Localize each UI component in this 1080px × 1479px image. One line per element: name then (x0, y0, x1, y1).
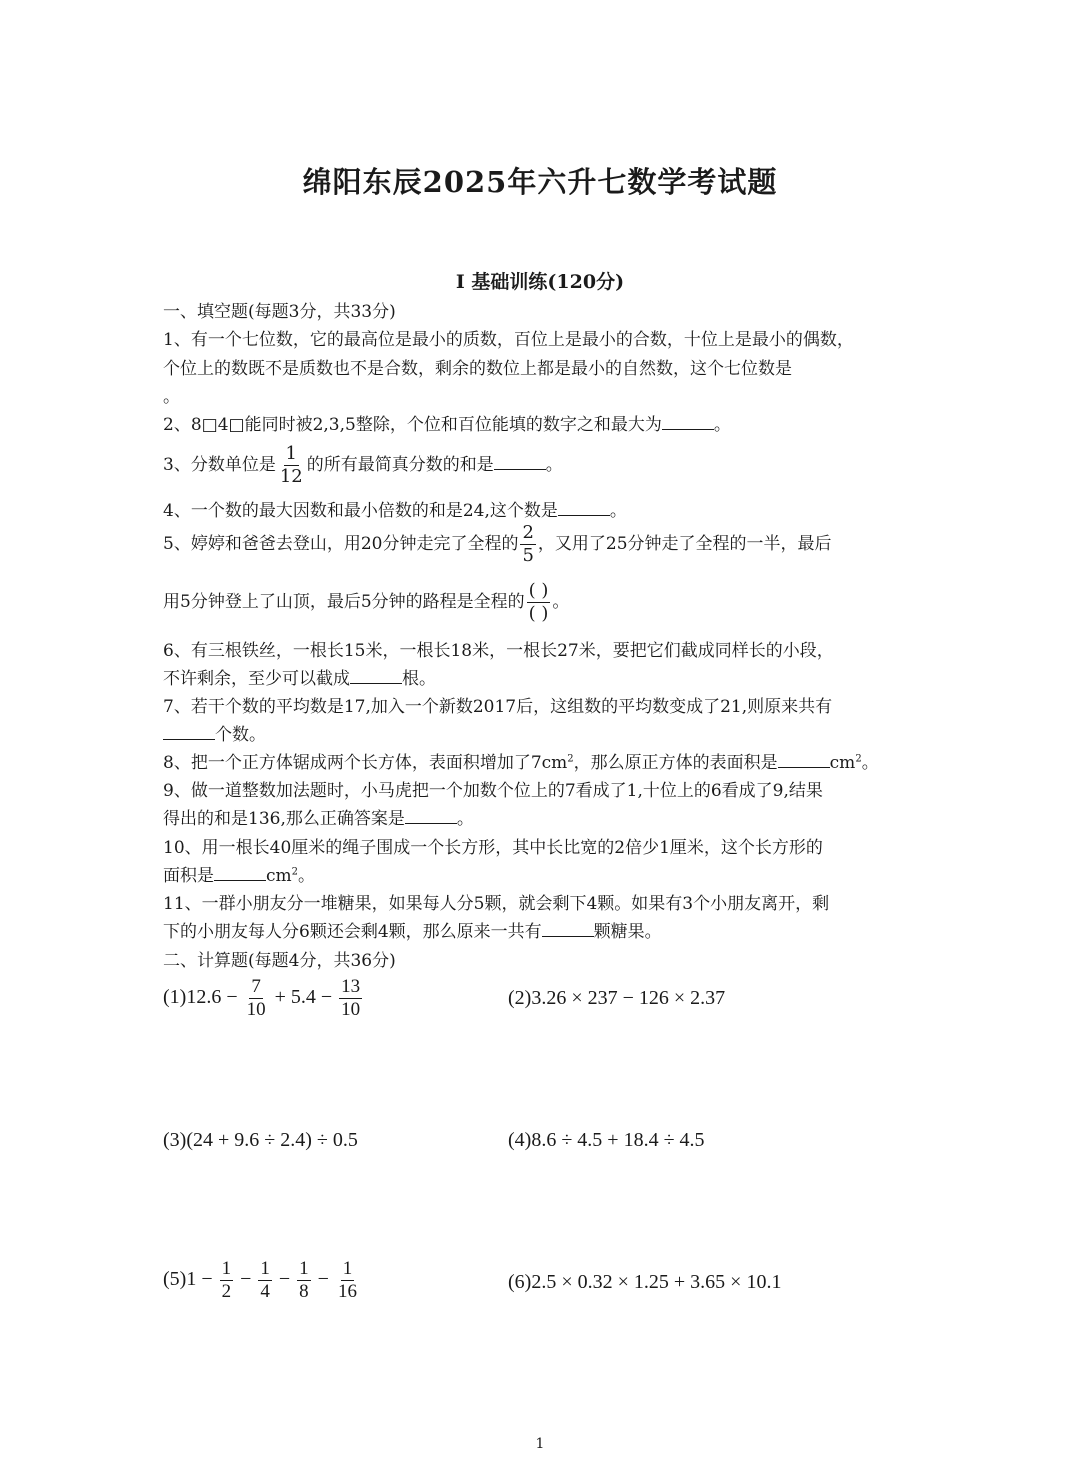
question-9-text: 得出的和是136,那么正确答案是 (163, 809, 405, 829)
question-8-text: 8、把一个正方体锯成两个长方体，表面积增加了7cm (163, 753, 568, 773)
page-number: 1 (535, 1436, 545, 1452)
question-1-line-2: 个位上的数既不是质数也不是合数，剩余的数位上都是最小的自然数，这个七位数是 (163, 359, 792, 379)
fraction-1-2 (220, 1258, 234, 1303)
fraction-2-5 (520, 522, 535, 567)
part-title: I 基础训练(120分) (455, 271, 625, 293)
answer-blank (405, 807, 457, 824)
question-7-line-2 (163, 720, 266, 745)
fraction-denominator: 2 (221, 1281, 232, 1302)
fraction-denominator: 10 (341, 999, 361, 1020)
answer-blank (558, 499, 610, 516)
answer-blank (662, 413, 714, 430)
fraction-numerator: ( ) (528, 580, 549, 601)
question-7-line-1: 7、若干个数的平均数是17,加入一个新数2017后，这组数的平均数变成了21,则原来共有 (163, 697, 833, 717)
question-9-line-2 (163, 804, 474, 829)
question-2-text: 2、8□4□能同时被2,3,5整除，个位和百位能填的数字之和最大为 (163, 415, 662, 435)
question-10-line-2 (163, 861, 315, 886)
fraction-numerator: 7 (251, 976, 261, 997)
fraction-numerator: 2 (522, 522, 534, 543)
question-7-end: 个数。 (215, 725, 266, 745)
fraction-13-10 (339, 976, 362, 1021)
question-10-text: 面积是 (163, 866, 214, 886)
question-5-text-2: 用5分钟登上了山顶，最后5分钟的路程是全程的 (163, 592, 525, 612)
calc-6: (6)2.5 × 0.32 × 1.25 + 3.65 × 10.1 (508, 1271, 782, 1293)
question-5-text-post: ，又用了25分钟走了全程的一半，最后 (537, 534, 832, 554)
calc-4: (4)8.6 ÷ 4.5 + 18.4 ÷ 4.5 (508, 1129, 705, 1151)
fraction-numerator: 1 (342, 1258, 353, 1279)
fraction-numerator: 1 (260, 1258, 270, 1279)
fraction-denominator: 4 (260, 1281, 270, 1302)
fraction-numerator: 1 (299, 1258, 309, 1279)
section1-heading: 一、填空题(每题3分，共33分) (163, 302, 396, 322)
calc-1-text: (1)12.6 − (163, 986, 238, 1009)
question-3-end: 。 (545, 455, 563, 475)
question-4 (163, 496, 627, 521)
question-11-text: 下的小朋友每人分6颗还会剩4颗，那么原来一共有 (163, 922, 542, 942)
question-4-end: 。 (609, 501, 627, 521)
question-8 (163, 748, 879, 773)
fraction-1-4 (258, 1258, 272, 1303)
superscript-2: 2 (855, 753, 862, 765)
question-3 (163, 443, 563, 488)
question-2-end: 。 (713, 415, 731, 435)
question-11-line-1: 11、一群小朋友分一堆糖果，如果每人分5颗，就会剩下4颗。如果有3个小朋友离开，剩 (163, 894, 830, 914)
fraction-denominator: ( ) (528, 603, 549, 624)
unit-cm: cm (829, 753, 856, 773)
section2-heading: 二、计算题(每题4分，共36分) (163, 951, 396, 971)
answer-blank (214, 864, 266, 881)
question-9-end: 。 (456, 809, 474, 829)
question-5-line-1 (163, 522, 832, 567)
page-title: 绵阳东辰2025年六升七数学考试题 (302, 165, 778, 199)
question-11-end: 颗糖果。 (593, 922, 662, 942)
question-3-text: 3、分数单位是 (163, 455, 276, 475)
calc-2: (2)3.26 × 237 − 126 × 2.37 (508, 987, 726, 1009)
question-6-end: 根。 (402, 669, 436, 689)
answer-blank (542, 920, 594, 937)
fraction-1-12 (278, 443, 305, 488)
question-10-line-1: 10、用一根长40厘米的绳子围成一个长方形，其中长比宽的2倍少1厘米，这个长方形的 (163, 838, 823, 858)
calc-1 (163, 976, 364, 1021)
question-11-line-2 (163, 917, 662, 942)
answer-blank (350, 667, 402, 684)
fraction-numerator: 1 (221, 1258, 232, 1279)
answer-blank (163, 723, 215, 740)
minus-sign: − (278, 1268, 291, 1291)
minus-sign: − (240, 1268, 252, 1291)
fraction-1-16 (336, 1258, 359, 1303)
fraction-blank (527, 580, 551, 625)
question-6-line-2 (163, 664, 436, 689)
question-3-text-post: 的所有最简真分数的和是 (306, 455, 494, 475)
question-6-text: 不许剩余，至少可以截成 (163, 669, 350, 689)
superscript-2: 2 (291, 866, 299, 878)
fraction-numerator: 1 (285, 443, 297, 464)
minus-sign: − (317, 1268, 329, 1291)
calc-5 (163, 1258, 361, 1303)
calc-3: (3)(24 + 9.6 ÷ 2.4) ÷ 0.5 (163, 1129, 358, 1151)
question-8-text-mid: ，那么原正方体的表面积是 (573, 753, 778, 773)
question-2 (163, 410, 731, 435)
calc-5-text: (5)1 − (163, 1268, 213, 1291)
calc-1-text-mid: + 5.4 − (274, 986, 333, 1009)
fraction-denominator: 8 (299, 1281, 309, 1302)
fraction-denominator: 10 (246, 999, 266, 1020)
question-4-text: 4、一个数的最大因数和最小倍数的和是24,这个数是 (163, 501, 558, 521)
question-1-line-1: 1、有一个七位数，它的最高位是最小的质数，百位上是最小的合数，十位上是最小的偶数， (163, 330, 854, 350)
question-1-line-3: 。 (163, 387, 180, 407)
answer-blank (494, 453, 546, 470)
unit-cm: cm (266, 866, 292, 886)
fraction-7-10 (245, 976, 268, 1021)
fraction-numerator: 13 (341, 976, 361, 997)
question-5-line-2 (163, 580, 569, 625)
fraction-denominator: 5 (522, 545, 534, 566)
question-5-end: 。 (552, 592, 570, 612)
question-9-line-1: 9、做一道整数加法题时，小马虎把一个加数个位上的7看成了1,十位上的6看成了9,结果 (163, 781, 823, 801)
fraction-1-8 (297, 1258, 311, 1303)
question-6-line-1: 6、有三根铁丝，一根长15米，一根长18米，一根长27米，要把它们截成同样长的小段， (163, 641, 834, 661)
fraction-denominator: 12 (279, 466, 303, 487)
question-8-end: 。 (861, 753, 879, 773)
fraction-denominator: 16 (337, 1281, 357, 1302)
question-5-text: 5、婷婷和爸爸去登山，用20分钟走完了全程的 (163, 534, 519, 554)
answer-blank (778, 751, 830, 768)
question-10-end: 。 (298, 866, 316, 886)
superscript-2: 2 (567, 753, 574, 765)
